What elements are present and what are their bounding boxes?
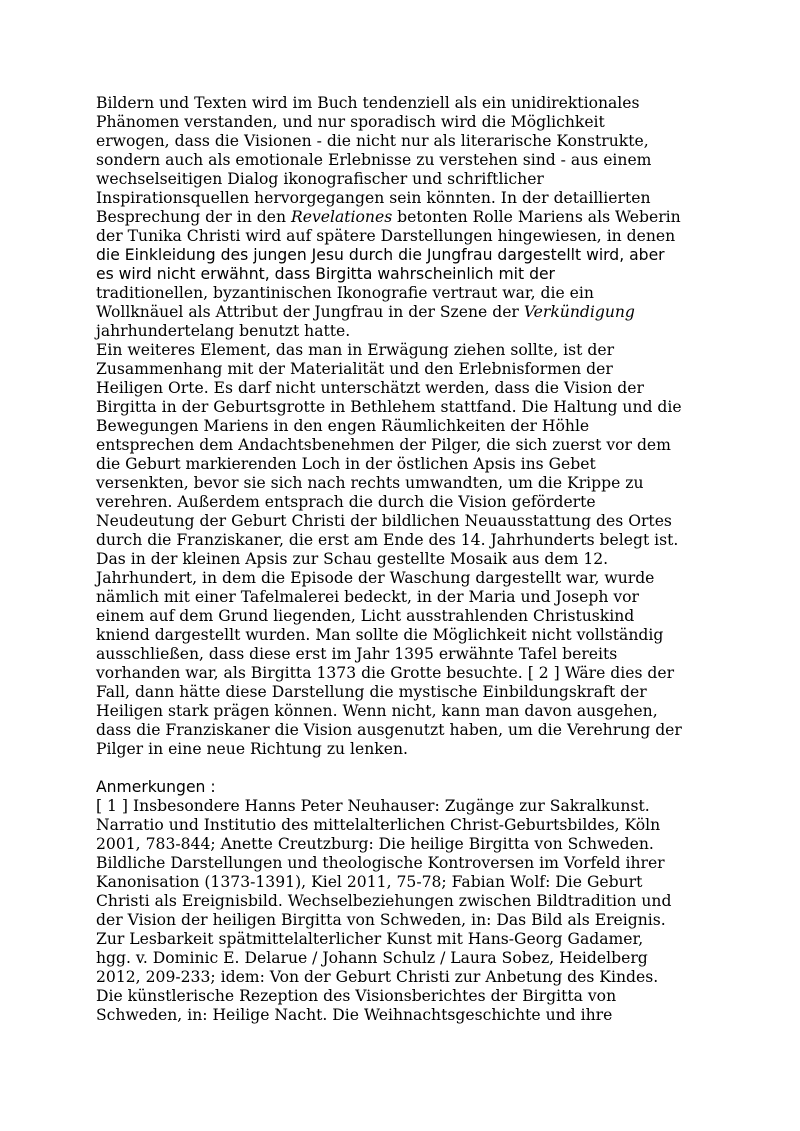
text-run: Besprechung der in den	[96, 208, 291, 226]
text-line: die Geburt markierenden Loch in der östlichen Apsis ins Gebet	[96, 455, 596, 473]
text-line: durch die Franziskaner, die erst am Ende des 14. Jahrhunderts belegt ist.	[96, 531, 679, 549]
text-line: Heiligen stark prägen können. Wenn nicht, kann man davon ausgehen,	[96, 702, 658, 720]
note-line: 2012, 209-233; idem: Von der Geburt Christi zur Anbetung des Kindes.	[96, 968, 659, 986]
text-run: Bildern und Texten wird im Buch tendenziell als ein unidirektionales	[96, 94, 640, 112]
text-run: die Einkleidung des jungen Jesu durch die Jungfrau dargestellt wird, aber	[96, 246, 665, 264]
text-line: Jahrhundert, in dem die Episode der Waschung dargestellt war, wurde	[96, 569, 655, 587]
text-run: sondern auch als emotionale Erlebnisse zu verstehen sind - aus einem	[96, 151, 652, 169]
text-line	[96, 170, 716, 189]
text-run: Inspirationsquellen hervorgegangen sein könnten. In der detaillierten	[96, 189, 651, 207]
note-line: der Vision der heiligen Birgitta von Schweden, in: Das Bild als Ereignis.	[96, 911, 666, 929]
text-run: Wollknäuel als Attribut der Jungfrau in der Szene der	[96, 303, 524, 321]
text-line	[96, 284, 716, 303]
text-line	[96, 303, 716, 322]
text-line	[96, 132, 716, 151]
text-line: ausschließen, dass diese erst im Jahr 1395 erwähnte Tafel bereits	[96, 645, 618, 663]
text-line	[96, 189, 716, 208]
text-run: jahrhundertelang benutzt hatte.	[96, 322, 351, 340]
text-line: Ein weiteres Element, das man in Erwägung ziehen sollte, ist der	[96, 341, 615, 359]
text-line: einem auf dem Grund liegenden, Licht ausstrahlenden Christuskind	[96, 607, 635, 625]
text-line: kniend dargestellt wurden. Man sollte die Möglichkeit nicht vollständig	[96, 626, 664, 644]
text-line: Pilger in eine neue Richtung zu lenken.	[96, 740, 408, 758]
paragraph-2	[96, 341, 716, 759]
note-line: Zur Lesbarkeit spätmittelalterlicher Kunst mit Hans-Georg Gadamer,	[96, 930, 644, 948]
text-line	[96, 94, 716, 113]
note-line: Schweden, in: Heilige Nacht. Die Weihnachtsgeschichte und ihre	[96, 1006, 613, 1024]
text-line: Zusammenhang mit der Materialität und den Erlebnisformen der	[96, 360, 613, 378]
text-run: wechselseitigen Dialog ikonografischer und schriftlicher	[96, 170, 544, 188]
note-line: Christi als Ereignisbild. Wechselbeziehungen zwischen Bildtradition und	[96, 892, 672, 910]
text-line	[96, 322, 716, 341]
paragraph-1	[96, 94, 716, 341]
text-line: entsprechen dem Andachtsbenehmen der Pilger, die sich zuerst vor dem	[96, 436, 671, 454]
text-line: versenkten, bevor sie sich nach rechts umwandten, um die Krippe zu	[96, 474, 644, 492]
text-line: Heiligen Orte. Es darf nicht unterschätzt werden, dass die Vision der	[96, 379, 644, 397]
text-run: betonten Rolle Mariens als Weberin	[392, 208, 681, 226]
text-line: nämlich mit einer Tafelmalerei bedeckt, in der Maria und Joseph vor	[96, 588, 640, 606]
notes-list	[96, 797, 716, 1025]
text-line: Das in der kleinen Apsis zur Schau gestellte Mosaik aus dem 12.	[96, 550, 609, 568]
note-line: 2001, 783-844; Anette Creutzburg: Die heilige Birgitta von Schweden.	[96, 835, 654, 853]
note-line: Kanonisation (1373-1391), Kiel 2011, 75-78; Fabian Wolf: Die Geburt	[96, 873, 643, 891]
text-line	[96, 113, 716, 132]
text-line: Fall, dann hätte diese Darstellung die mystische Einbildungskraft der	[96, 683, 647, 701]
text-run: der Tunika Christi wird auf spätere Darstellungen hingewiesen, in denen	[96, 227, 676, 245]
note-line: [ 1 ] Insbesondere Hanns Peter Neuhauser: Zugänge zur Sakralkunst.	[96, 797, 650, 815]
text-line	[96, 227, 716, 246]
text-line	[96, 246, 716, 265]
text-line: Bewegungen Mariens in den engen Räumlichkeiten der Höhle	[96, 417, 590, 435]
notes-heading: Anmerkungen :	[96, 778, 216, 796]
document-page	[96, 94, 716, 1025]
text-line: Birgitta in der Geburtsgrotte in Bethlehem stattfand. Die Haltung und die	[96, 398, 682, 416]
note-line: Bildliche Darstellungen und theologische Kontroversen im Vorfeld ihrer	[96, 854, 665, 872]
text-run: Phänomen verstanden, und nur sporadisch wird die Möglichkeit	[96, 113, 605, 131]
note-line: Narratio und Institutio des mittelalterlichen Christ-Geburtsbildes, Köln	[96, 816, 661, 834]
note-line: hgg. v. Dominic E. Delarue / Johann Schulz / Laura Sobez, Heidelberg	[96, 949, 648, 967]
italic-title: Revelationes	[290, 208, 393, 226]
note-line: Die künstlerische Rezeption des Visionsberichtes der Birgitta von	[96, 987, 617, 1005]
text-line	[96, 208, 716, 227]
text-run: es wird nicht erwähnt, dass Birgitta wahrscheinlich mit der	[96, 265, 555, 283]
text-line	[96, 151, 716, 170]
text-line: dass die Franziskaner die Vision ausgenutzt haben, um die Verehrung der	[96, 721, 682, 739]
text-line: verehren. Außerdem entsprach die durch die Vision geförderte	[96, 493, 596, 511]
italic-title: Verkündigung	[523, 303, 635, 321]
text-line	[96, 265, 716, 284]
text-line: vorhanden war, als Birgitta 1373 die Grotte besuchte. [ 2 ] Wäre dies der	[96, 664, 675, 682]
text-run: traditionellen, byzantinischen Ikonografie vertraut war, die ein	[96, 284, 594, 302]
text-run: erwogen, dass die Visionen - die nicht nur als literarische Konstrukte,	[96, 132, 649, 150]
paragraph-gap	[96, 759, 716, 778]
text-line: Neudeutung der Geburt Christi der bildlichen Neuausstattung des Ortes	[96, 512, 672, 530]
